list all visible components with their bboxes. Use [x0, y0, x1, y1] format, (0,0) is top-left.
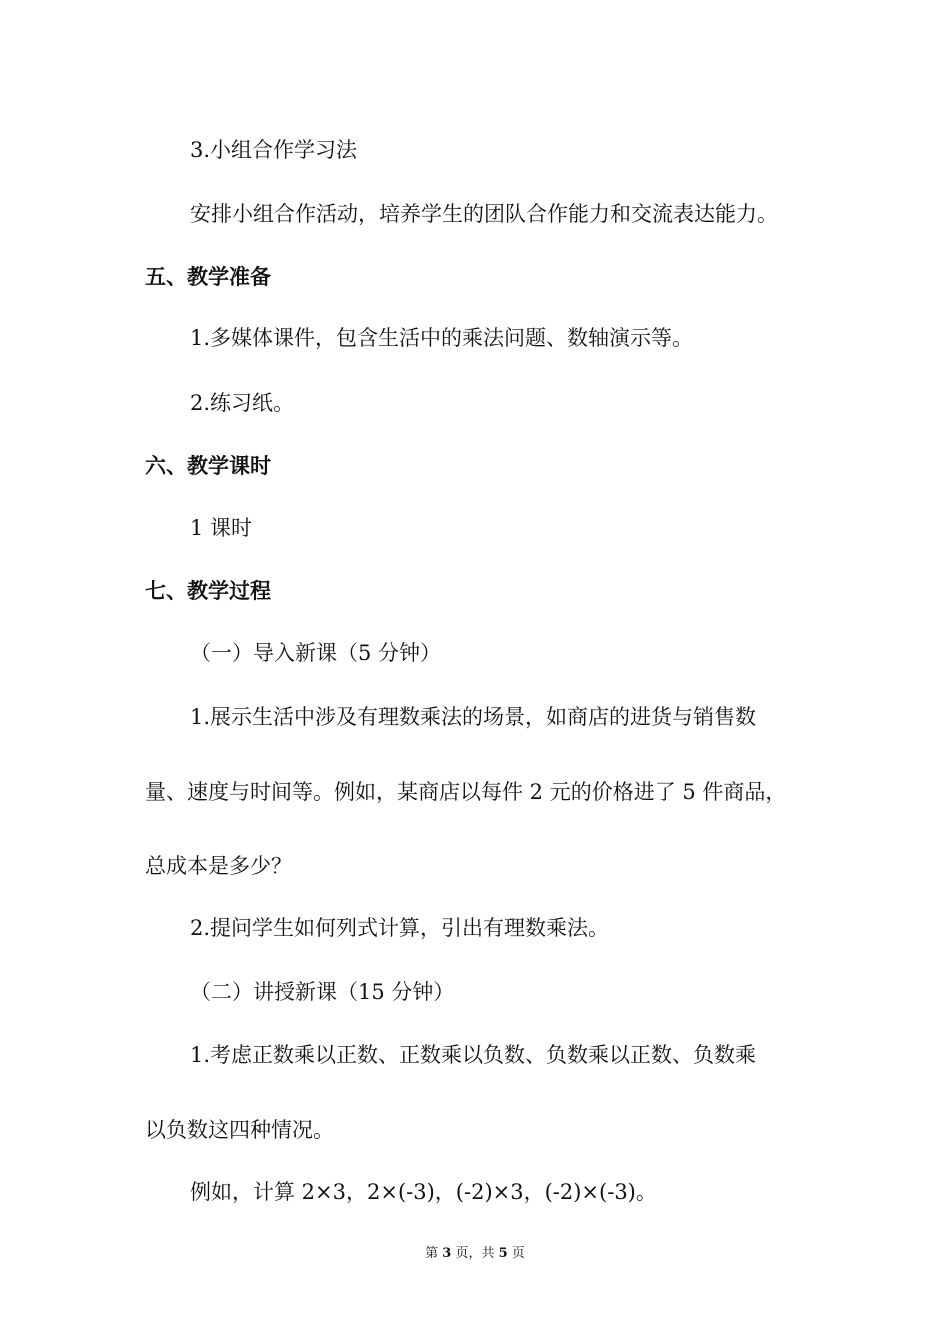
paragraph-new-1-line1: 1.考虑正数乘以正数、正数乘以负数、负数乘以正数、负数乘 — [190, 1043, 757, 1067]
page-footer — [0, 1246, 950, 1262]
paragraph-intro-1-line1: 1.展示生活中涉及有理数乘法的场景，如商店的进货与销售数 — [190, 705, 757, 729]
section-heading-5: 五、教学准备 — [145, 264, 271, 289]
paragraph-intro-2: 2.提问学生如何列式计算，引出有理数乘法。 — [190, 916, 610, 940]
section-heading-7: 七、教学过程 — [145, 578, 271, 603]
footer-middle: 页，共 — [455, 1246, 495, 1261]
paragraph-new-1-line2: 以负数这四种情况。 — [145, 1118, 334, 1142]
paragraph-method-3-body: 安排小组合作活动，培养学生的团队合作能力和交流表达能力。 — [190, 202, 778, 226]
paragraph-example: 例如，计算 2×3，2×(-3)，(-2)×3，(-2)×(-3)。 — [190, 1180, 657, 1204]
footer-suffix: 页 — [511, 1246, 525, 1261]
footer-current-page: 3 — [442, 1246, 452, 1261]
section-heading-6: 六、教学课时 — [145, 453, 271, 478]
footer-prefix: 第 — [425, 1246, 439, 1261]
subsection-heading-1: （一）导入新课（5 分钟） — [190, 641, 442, 665]
paragraph-intro-1-line2: 量、速度与时间等。例如，某商店以每件 2 元的价格进了 5 件商品， — [145, 780, 787, 804]
list-item-prep-2: 2.练习纸。 — [190, 391, 295, 415]
subsection-heading-2: （二）讲授新课（15 分钟） — [190, 980, 455, 1004]
paragraph-method-3: 3.小组合作学习法 — [190, 138, 358, 162]
paragraph-intro-1-line3: 总成本是多少？ — [145, 854, 292, 878]
footer-total-pages: 5 — [498, 1246, 508, 1261]
list-item-prep-1: 1.多媒体课件，包含生活中的乘法问题、数轴演示等。 — [190, 326, 694, 350]
paragraph-class-hours: 1 课时 — [190, 516, 253, 540]
